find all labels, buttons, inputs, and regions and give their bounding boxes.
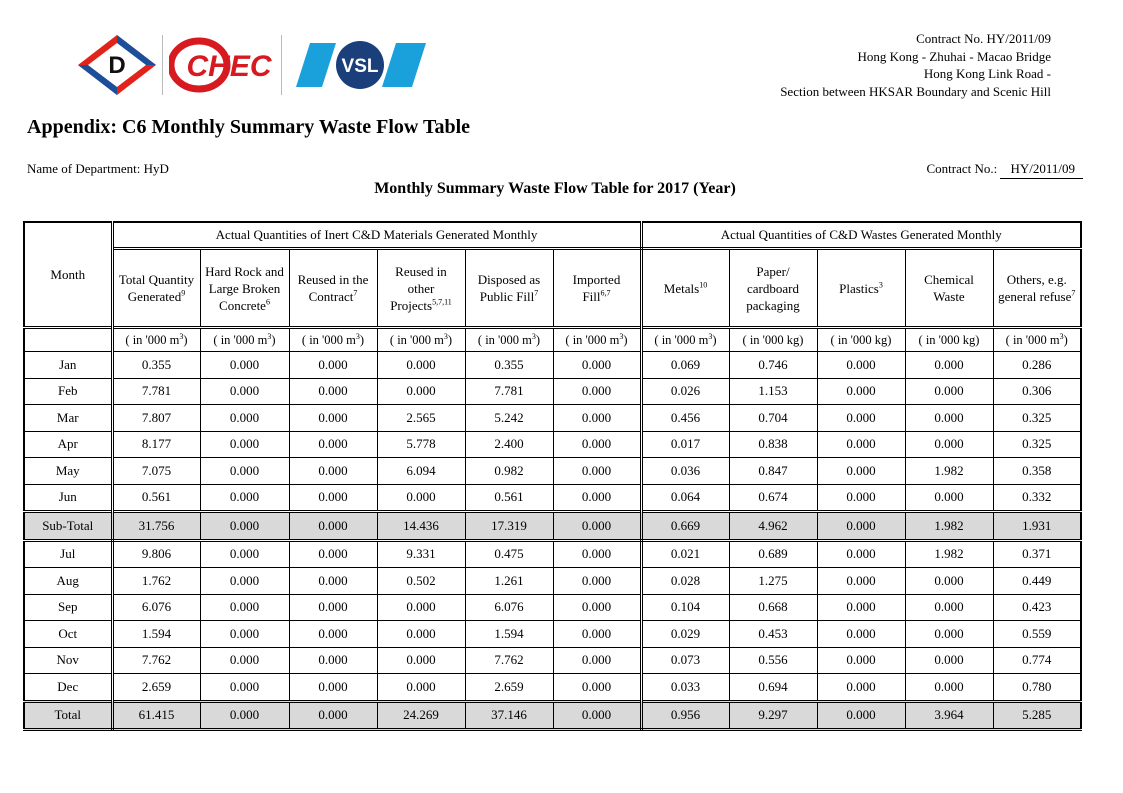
unit-row: [24, 328, 1081, 352]
value-cell: 0.000: [553, 540, 641, 568]
chec-text: CHEC: [186, 50, 272, 83]
value-cell: 0.000: [200, 458, 289, 485]
column-header-line: cardboard: [747, 280, 799, 296]
value-cell: 2.565: [377, 405, 465, 432]
month-cell: Jul: [24, 540, 112, 568]
value-cell: 2.659: [112, 674, 200, 702]
value-cell: 0.000: [289, 431, 377, 458]
value-cell: 0.000: [817, 594, 905, 621]
table-row: [24, 621, 1081, 648]
value-cell: 6.076: [465, 594, 553, 621]
value-cell: 0.000: [553, 352, 641, 379]
value-cell: 0.332: [993, 484, 1081, 512]
value-cell: 0.561: [465, 484, 553, 512]
value-cell: 0.000: [289, 621, 377, 648]
column-header-line: Paper/: [756, 263, 790, 279]
value-cell: 1.982: [905, 512, 993, 541]
table-row: [24, 458, 1081, 485]
value-cell: 0.000: [200, 647, 289, 674]
column-header-line: Chemical: [924, 272, 974, 287]
value-cell: 0.000: [289, 568, 377, 595]
column-header-line: other: [407, 280, 435, 296]
value-cell: 14.436: [377, 512, 465, 541]
value-cell: 0.000: [200, 540, 289, 568]
value-cell: 0.689: [729, 540, 817, 568]
value-cell: 0.982: [465, 458, 553, 485]
value-cell: 0.017: [641, 431, 729, 458]
unit-cell: [377, 328, 465, 352]
unit-cell: [553, 328, 641, 352]
month-cell: Aug: [24, 568, 112, 595]
unit-cell: [993, 328, 1081, 352]
chec-logo: [169, 35, 275, 95]
value-cell: 2.659: [465, 674, 553, 702]
vsl-logo: [296, 35, 426, 95]
value-cell: 7.781: [465, 378, 553, 405]
unit-exponent: 3: [179, 331, 184, 341]
value-cell: 1.275: [729, 568, 817, 595]
value-cell: 7.807: [112, 405, 200, 432]
column-header: [377, 249, 465, 328]
value-cell: 6.076: [112, 594, 200, 621]
value-cell: 0.000: [289, 701, 377, 730]
value-cell: 0.000: [553, 594, 641, 621]
value-cell: 0.000: [289, 647, 377, 674]
table-body: [24, 352, 1081, 730]
value-cell: 0.000: [905, 674, 993, 702]
value-cell: 5.242: [465, 405, 553, 432]
waste-group-header: Actual Quantities of C&D Wastes Generated Monthly: [641, 222, 1081, 249]
value-cell: 0.000: [553, 568, 641, 595]
unit-cell: [641, 328, 729, 352]
column-header-line: Projects: [390, 297, 433, 313]
value-cell: 0.774: [993, 647, 1081, 674]
value-cell: 0.780: [993, 674, 1081, 702]
unit-close: ): [183, 332, 188, 347]
unit-cell: [200, 328, 289, 352]
footnote-ref: 7: [534, 288, 539, 298]
month-header: Month: [24, 222, 112, 328]
value-cell: 0.000: [200, 405, 289, 432]
value-cell: 3.964: [905, 701, 993, 730]
column-header-line: Disposed as: [477, 272, 541, 287]
column-header-line: Concrete: [219, 297, 266, 313]
value-cell: 9.297: [729, 701, 817, 730]
value-cell: 0.423: [993, 594, 1081, 621]
value-cell: 0.000: [905, 568, 993, 595]
value-cell: 5.778: [377, 431, 465, 458]
table-row: [24, 484, 1081, 512]
column-header: [641, 249, 729, 328]
value-cell: 7.781: [112, 378, 200, 405]
month-cell: Nov: [24, 647, 112, 674]
value-cell: 0.000: [289, 484, 377, 512]
column-header: [905, 249, 993, 328]
value-cell: 0.668: [729, 594, 817, 621]
unit-close: ): [1063, 332, 1068, 347]
table-row: [24, 647, 1081, 674]
total-row: [24, 701, 1081, 730]
logo-separator: [162, 35, 163, 95]
column-header-line: Others, e.g.: [1006, 272, 1067, 287]
value-cell: 0.475: [465, 540, 553, 568]
unit-exponent: 3: [355, 331, 360, 341]
month-cell: May: [24, 458, 112, 485]
value-cell: 0.847: [729, 458, 817, 485]
unit-cell: [817, 328, 905, 352]
value-cell: 31.756: [112, 512, 200, 541]
unit-close: ): [447, 332, 453, 347]
table-row: [24, 540, 1081, 568]
column-header-line: Waste: [933, 289, 965, 304]
value-cell: 1.982: [905, 458, 993, 485]
value-cell: 0.000: [377, 674, 465, 702]
value-cell: 0.000: [905, 621, 993, 648]
value-cell: 0.104: [641, 594, 729, 621]
footnote-ref: 5,7,11: [432, 297, 452, 307]
value-cell: 9.806: [112, 540, 200, 568]
unit-text: ( in '000 m: [565, 332, 620, 347]
column-header-line: general refuse: [998, 289, 1072, 304]
unit-exponent: 3: [619, 331, 624, 341]
value-cell: 7.762: [465, 647, 553, 674]
contract-line: Contract No. HY/2011/09: [916, 31, 1051, 46]
column-header-line: packaging: [746, 297, 800, 313]
value-cell: 0.000: [200, 568, 289, 595]
value-cell: 0.000: [817, 621, 905, 648]
unit-text: ( in '000 m: [477, 332, 532, 347]
value-cell: 0.000: [200, 378, 289, 405]
table-row: [24, 594, 1081, 621]
value-cell: 0.704: [729, 405, 817, 432]
value-cell: 0.000: [817, 378, 905, 405]
column-header-line: Hard Rock and: [205, 263, 284, 279]
value-cell: 0.069: [641, 352, 729, 379]
value-cell: 0.325: [993, 405, 1081, 432]
value-cell: 0.000: [905, 647, 993, 674]
value-cell: 0.000: [289, 378, 377, 405]
contract-line: Section between HKSAR Boundary and Scenic Hill: [780, 83, 1051, 99]
value-cell: 0.000: [200, 621, 289, 648]
appendix-title: Appendix: C6 Monthly Summary Waste Flow Table: [27, 116, 471, 138]
value-cell: 0.000: [377, 621, 465, 648]
column-header-line: Large Broken: [208, 280, 281, 296]
value-cell: 0.000: [553, 621, 641, 648]
footnote-ref: 3: [878, 280, 883, 290]
unit-text: ( in '000 m: [301, 332, 356, 347]
value-cell: 0.000: [289, 512, 377, 541]
month-cell: Dec: [24, 674, 112, 702]
contract-info: [780, 30, 1051, 100]
value-cell: 0.449: [993, 568, 1081, 595]
value-cell: 6.094: [377, 458, 465, 485]
value-cell: 0.000: [377, 352, 465, 379]
footnote-ref: 7: [353, 288, 358, 298]
dragages-logo: [78, 35, 156, 95]
value-cell: 0.000: [200, 484, 289, 512]
unit-cell: [465, 328, 553, 352]
value-cell: 61.415: [112, 701, 200, 730]
value-cell: 0.000: [817, 458, 905, 485]
unit-text: ( in '000 m: [1005, 332, 1060, 347]
column-header-line: Metals: [663, 280, 700, 296]
value-cell: 1.261: [465, 568, 553, 595]
value-cell: 0.000: [817, 674, 905, 702]
value-cell: 0.000: [553, 701, 641, 730]
value-cell: 0.355: [112, 352, 200, 379]
value-cell: 0.000: [905, 594, 993, 621]
value-cell: 0.000: [289, 352, 377, 379]
unit-exponent: 3: [443, 331, 448, 341]
column-header-line: Imported: [572, 272, 621, 287]
column-header-line: Fill: [582, 289, 601, 304]
month-cell: Jun: [24, 484, 112, 512]
table-title: Monthly Summary Waste Flow Table for 2017 (Year): [374, 180, 736, 197]
unit-text: ( in '000 kg): [742, 332, 804, 347]
value-cell: 0.000: [553, 458, 641, 485]
value-cell: 0.000: [377, 378, 465, 405]
month-cell: Total: [24, 701, 112, 730]
value-cell: 0.000: [200, 512, 289, 541]
value-cell: 0.000: [817, 484, 905, 512]
month-cell: Jan: [24, 352, 112, 379]
value-cell: 7.762: [112, 647, 200, 674]
d-letter: D: [108, 52, 126, 79]
column-header-line: Plastics: [839, 280, 879, 296]
value-cell: 0.000: [289, 594, 377, 621]
footnote-ref: 9: [181, 288, 186, 298]
value-cell: 0.956: [641, 701, 729, 730]
month-cell: Oct: [24, 621, 112, 648]
value-cell: 0.000: [905, 484, 993, 512]
contract-no-value: HY/2011/09: [1000, 161, 1083, 179]
contract-line: Hong Kong - Zhuhai - Macao Bridge: [857, 48, 1051, 64]
footnote-ref: 6: [265, 297, 270, 307]
subtotal-row: [24, 512, 1081, 541]
value-cell: 0.694: [729, 674, 817, 702]
value-cell: 37.146: [465, 701, 553, 730]
table-row: [24, 568, 1081, 595]
value-cell: 0.838: [729, 431, 817, 458]
column-header: [465, 249, 553, 328]
unit-cell: [112, 328, 200, 352]
value-cell: 1.982: [905, 540, 993, 568]
value-cell: 0.000: [553, 405, 641, 432]
value-cell: 0.000: [289, 540, 377, 568]
column-header-line: Total Quantity: [118, 272, 195, 287]
column-header-line: Generated: [127, 289, 182, 304]
department-label: Name of Department: HyD: [27, 161, 169, 176]
unit-exponent: 3: [531, 331, 536, 341]
unit-text: ( in '000 kg): [830, 332, 892, 347]
column-header: [289, 249, 377, 328]
value-cell: 24.269: [377, 701, 465, 730]
value-cell: 0.456: [641, 405, 729, 432]
value-cell: 0.000: [905, 378, 993, 405]
value-cell: 0.064: [641, 484, 729, 512]
table-row: [24, 352, 1081, 379]
value-cell: 0.000: [817, 352, 905, 379]
logo-group: [78, 34, 426, 96]
value-cell: 0.306: [993, 378, 1081, 405]
footnote-ref: 6,7: [600, 288, 611, 298]
value-cell: 1.594: [465, 621, 553, 648]
value-cell: 0.669: [641, 512, 729, 541]
value-cell: 0.021: [641, 540, 729, 568]
value-cell: 0.556: [729, 647, 817, 674]
table-row: [24, 674, 1081, 702]
unit-text: ( in '000 kg): [918, 332, 980, 347]
column-header: [993, 249, 1081, 328]
column-header-row: [24, 249, 1081, 328]
value-cell: 0.000: [200, 352, 289, 379]
unit-text: ( in '000 m: [125, 332, 180, 347]
value-cell: 0.502: [377, 568, 465, 595]
footnote-ref: 7: [1071, 288, 1076, 298]
unit-close: ): [271, 332, 276, 347]
month-cell: Mar: [24, 405, 112, 432]
value-cell: 0.559: [993, 621, 1081, 648]
value-cell: 0.358: [993, 458, 1081, 485]
value-cell: 17.319: [465, 512, 553, 541]
unit-exponent: 3: [1059, 331, 1064, 341]
month-cell: Sub-Total: [24, 512, 112, 541]
value-cell: 0.000: [553, 647, 641, 674]
unit-exponent: 3: [708, 331, 713, 341]
value-cell: 0.746: [729, 352, 817, 379]
value-cell: 1.931: [993, 512, 1081, 541]
value-cell: 0.325: [993, 431, 1081, 458]
value-cell: 5.285: [993, 701, 1081, 730]
value-cell: 0.000: [200, 594, 289, 621]
footnote-ref: 10: [699, 280, 708, 290]
month-cell: Apr: [24, 431, 112, 458]
value-cell: 0.028: [641, 568, 729, 595]
unit-close: ): [712, 332, 717, 347]
value-cell: 0.000: [905, 352, 993, 379]
column-header: [200, 249, 289, 328]
value-cell: 0.000: [200, 431, 289, 458]
logo-separator: [281, 35, 282, 95]
value-cell: 0.073: [641, 647, 729, 674]
unit-cell-month: [24, 328, 112, 352]
value-cell: 0.000: [200, 701, 289, 730]
column-header: [112, 249, 200, 328]
value-cell: 0.000: [377, 594, 465, 621]
unit-cell: [729, 328, 817, 352]
table-row: [24, 405, 1081, 432]
value-cell: 7.075: [112, 458, 200, 485]
unit-close: ): [623, 332, 628, 347]
value-cell: 0.000: [553, 484, 641, 512]
value-cell: 0.033: [641, 674, 729, 702]
column-header: [817, 249, 905, 328]
value-cell: 0.000: [817, 512, 905, 541]
value-cell: 0.000: [553, 512, 641, 541]
column-header: [729, 249, 817, 328]
value-cell: 0.000: [553, 378, 641, 405]
value-cell: 4.962: [729, 512, 817, 541]
value-cell: 0.000: [817, 701, 905, 730]
waste-flow-table: [23, 221, 1082, 731]
value-cell: 0.286: [993, 352, 1081, 379]
value-cell: 0.355: [465, 352, 553, 379]
month-cell: Feb: [24, 378, 112, 405]
value-cell: 0.000: [289, 458, 377, 485]
value-cell: 0.000: [905, 405, 993, 432]
value-cell: 0.000: [200, 674, 289, 702]
value-cell: 0.453: [729, 621, 817, 648]
value-cell: 0.029: [641, 621, 729, 648]
table-row: [24, 431, 1081, 458]
unit-text: ( in '000 m: [213, 332, 268, 347]
unit-text: ( in '000 m: [389, 332, 444, 347]
column-header-line: Public Fill: [479, 289, 535, 304]
value-cell: 0.371: [993, 540, 1081, 568]
value-cell: 0.000: [817, 568, 905, 595]
value-cell: 1.762: [112, 568, 200, 595]
contract-number: [926, 161, 1083, 179]
value-cell: 0.000: [817, 405, 905, 432]
column-header-line: Contract: [308, 289, 354, 304]
inert-group-header: Actual Quantities of Inert C&D Materials Generated Monthly: [112, 222, 641, 249]
value-cell: 0.000: [817, 540, 905, 568]
value-cell: 0.000: [289, 674, 377, 702]
value-cell: 0.036: [641, 458, 729, 485]
unit-close: ): [359, 332, 365, 347]
value-cell: 0.000: [817, 431, 905, 458]
value-cell: 1.153: [729, 378, 817, 405]
column-header: [553, 249, 641, 328]
contract-line: Hong Kong Link Road -: [923, 66, 1051, 81]
value-cell: 0.000: [377, 647, 465, 674]
table-row: [24, 378, 1081, 405]
value-cell: 9.331: [377, 540, 465, 568]
value-cell: 2.400: [465, 431, 553, 458]
unit-exponent: 3: [267, 331, 272, 341]
value-cell: 8.177: [112, 431, 200, 458]
contract-no-label: Contract No.:: [926, 161, 998, 176]
value-cell: 0.026: [641, 378, 729, 405]
value-cell: 0.674: [729, 484, 817, 512]
unit-text: ( in '000 m: [654, 332, 709, 347]
value-cell: 0.000: [905, 431, 993, 458]
unit-cell: [289, 328, 377, 352]
unit-cell: [905, 328, 993, 352]
column-header-line: Reused in the: [297, 272, 369, 287]
value-cell: 0.000: [289, 405, 377, 432]
value-cell: 0.000: [553, 674, 641, 702]
value-cell: 0.000: [377, 484, 465, 512]
value-cell: 1.594: [112, 621, 200, 648]
column-header-line: Reused in: [395, 263, 447, 279]
value-cell: 0.561: [112, 484, 200, 512]
unit-close: ): [535, 332, 541, 347]
value-cell: 0.000: [817, 647, 905, 674]
vsl-text: VSL: [341, 56, 379, 77]
value-cell: 0.000: [553, 431, 641, 458]
month-cell: Sep: [24, 594, 112, 621]
